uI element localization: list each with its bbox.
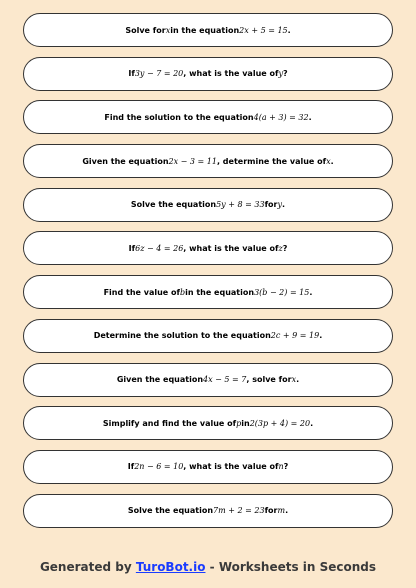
question-item: If 2n − 6 = 10 , what is the value of n ?	[23, 450, 393, 484]
brand-link[interactable]: TuroBot.io	[135, 560, 206, 574]
footer	[0, 560, 416, 574]
question-item: Solve for x in the equation 2x + 5 = 15 .	[23, 13, 393, 47]
question-item: Find the value of b in the equation 3(b − 2) = 15 .	[23, 275, 393, 309]
question-item: Given the equation 2x − 3 = 11 , determine the value of x .	[23, 144, 393, 178]
question-item: Given the equation 4x − 5 = 7 , solve for x .	[23, 363, 393, 397]
footer-suffix: - Worksheets in Seconds	[205, 560, 377, 574]
question-item: Solve the equation 5y + 8 = 33 for y .	[23, 188, 393, 222]
question-item: Determine the solution to the equation 2c + 9 = 19 .	[23, 319, 393, 353]
footer-prefix: Generated by	[39, 560, 136, 574]
question-list	[23, 13, 393, 537]
question-item: If 3y − 7 = 20 , what is the value of y ?	[23, 57, 393, 91]
question-item: Solve the equation 7m + 2 = 23 for m .	[23, 494, 393, 528]
question-item: If 6z − 4 = 26 , what is the value of z ?	[23, 231, 393, 265]
question-item: Find the solution to the equation 4(a + 3) = 32 .	[23, 100, 393, 134]
question-item: Simplify and find the value of p in 2(3p + 4) = 20 .	[23, 406, 393, 440]
